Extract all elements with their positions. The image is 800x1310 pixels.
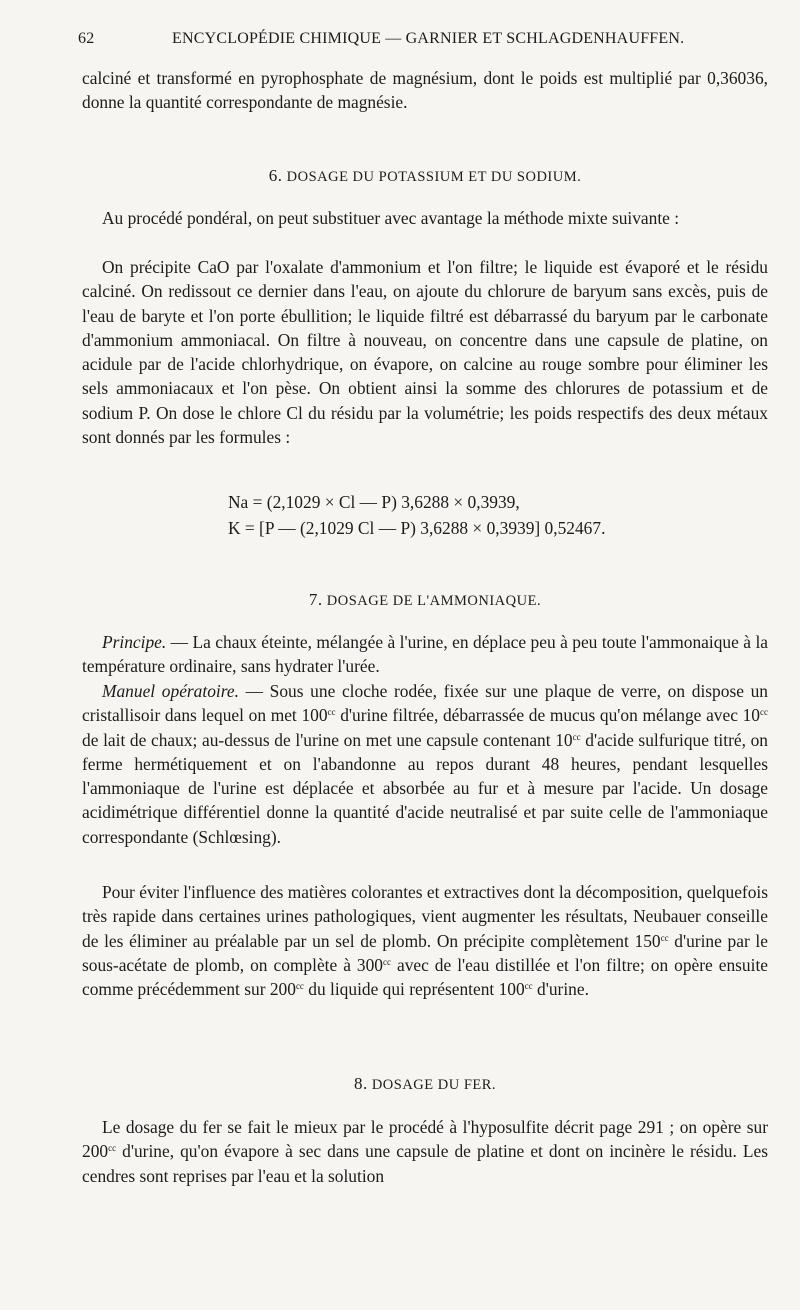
unit-cc: cc [572, 731, 581, 742]
unit-cc: cc [760, 707, 768, 718]
principe-text: — La chaux éteinte, mélangée à l'urine, en déplace peu à peu toute l'ammonaique à la température ordinaire, sans hydrater l'urée. [82, 632, 768, 677]
pour-text-5: d'urine. [532, 979, 589, 1000]
manuel-text-2: d'urine filtrée, débarrassée de mucus qu'on mélange avec 10 [335, 705, 760, 726]
manuel-text-3: de lait de chaux; au-dessus de l'urine on met une capsule contenant 10 [82, 729, 573, 750]
neubauer-paragraph [82, 880, 768, 1001]
pour-text-3: avec de l'eau distillée et l'on filtre; on opère ensuite comme précédemment sur 200 [82, 954, 769, 1000]
unit-cc: cc [108, 1143, 117, 1154]
manuel-text-1: — Sous une cloche rodée, fixée sur une plaque de verre, on dispose un cristallisoir dans lequel on met 100 [82, 681, 768, 726]
section-8-number: 8. [353, 1074, 368, 1093]
manuel-label: Manuel opératoire. [102, 681, 239, 701]
fer-text-1: Le dosage du fer se fait le mieux par le procédé à l'hyposulfite décrit page 291 ; on opère sur 200 [82, 1117, 768, 1162]
section-7-heading [82, 590, 768, 610]
unit-cc: cc [524, 981, 533, 992]
section-7-title: DOSAGE DE L'AMMONIAQUE. [326, 593, 542, 609]
pour-text-2: d'urine par le sous-acétate de plomb, on complète à 300 [82, 930, 768, 975]
page-header [78, 30, 768, 54]
section-6-heading [82, 166, 768, 186]
section-6-title: DOSAGE DU POTASSIUM ET DU SODIUM. [286, 169, 582, 185]
manuel-text-4: d'acide sulfurique titré, on ferme hermétiquement et on l'abandonne au repos durant 48 heures, pendant lesquelles l'ammoniaque de l'urine est déplacée et absorbée au fur et à mesure par l'acide. Un dosage acidimétrique différentiel donne la quantité d'acide neutralisé et par suite celle de l'ammoniaque correspondante (Schlœsing). [82, 729, 768, 847]
section-7-number: 7. [308, 590, 323, 609]
unit-cc: cc [383, 956, 391, 967]
section-8-paragraph [82, 1115, 768, 1188]
intro-paragraph: calciné et transformé en pyrophosphate de magnésium, dont le poids est multiplié par 0,36036, donne la quantité correspondante de magnésie. [82, 68, 768, 113]
pour-text-1: Pour éviter l'influence des matières colorantes et extractives dont la décomposition, quelquefois très rapide dans certaines urines pathologiques, vient augmenter les résultats, Neubauer conseille de les éliminer au préalable par un sel de plomb. On précipite complètement 150 [82, 882, 768, 951]
manuel-paragraph [82, 679, 768, 849]
unit-cc: cc [327, 707, 336, 718]
fer-text-2: d'urine, qu'on évapore à sec dans une capsule de platine et dont on incinère le résidu. Les cendres sont reprises par l'eau et la solution [82, 1141, 768, 1186]
running-title: ENCYCLOPÉDIE CHIMIQUE — GARNIER ET SCHLAGDENHAUFFEN. [172, 30, 685, 47]
section-6-paragraph-2: On précipite CaO par l'oxalate d'ammonium et l'on filtre; le liquide est évaporé et le résidu calciné. On redissout ce dernier dans l'eau, on ajoute du chlorure de baryum sans excès, puis de l'eau de baryte et l'on porte ébullition; le liquide filtré est débarrassé du baryum par le carbonate d'ammonium ammoniacal. On filtre à nouveau, on concentre dans une capsule de platine, on acidule par de l'acide chlorhydrique, on évapore, on calcine au rouge sombre pour éliminer les sels ammoniacaux et l'on pèse. On obtient ainsi la somme des chlorures de potassium et de sodium P. On dose le chlore Cl du résidu par la volumétrie; les poids respectifs des deux métaux sont donnés par les formules : [82, 257, 768, 448]
unit-cc: cc [295, 981, 304, 992]
section-6-number: 6. [268, 166, 283, 185]
principe-paragraph [82, 630, 768, 679]
formula-potassium: K = [P — (2,1029 Cl — P) 3,6288 × 0,3939] 0,52467. [228, 518, 606, 538]
unit-cc: cc [660, 932, 669, 943]
page-number: 62 [78, 30, 95, 47]
formula-sodium: Na = (2,1029 × Cl — P) 3,6288 × 0,3939, [228, 492, 520, 512]
section-6-paragraph-1: Au procédé pondéral, on peut substituer avec avantage la méthode mixte suivante : [102, 208, 680, 228]
principe-label: Principe. [102, 632, 167, 652]
section-8-heading [82, 1074, 768, 1094]
pour-text-4: du liquide qui représentent 100 [303, 979, 525, 1000]
section-8-title: DOSAGE DU FER. [371, 1077, 497, 1093]
